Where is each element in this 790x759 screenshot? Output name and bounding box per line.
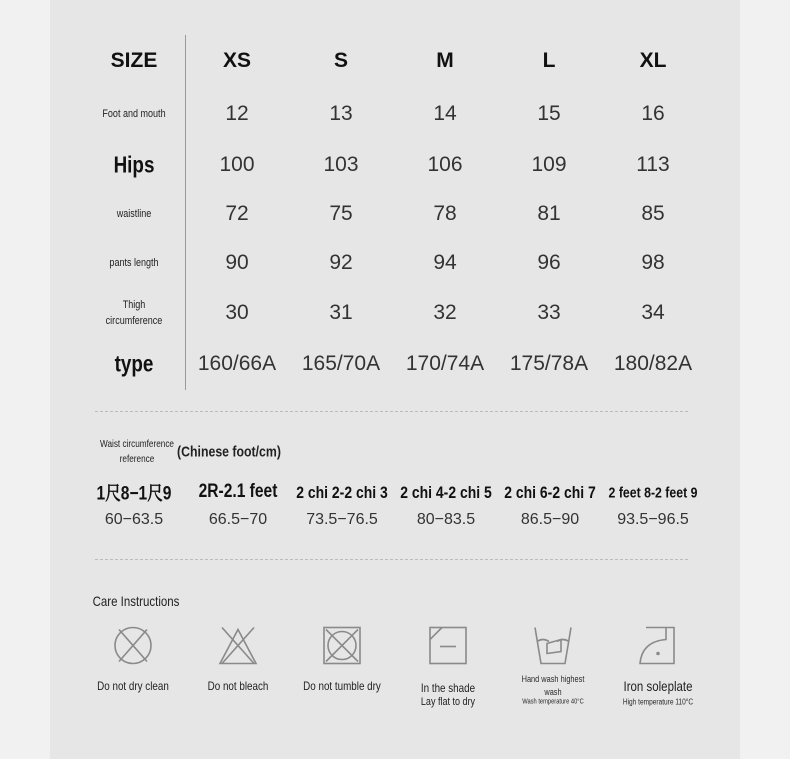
table-cell: 100 [219,153,255,176]
table-cell: 109 [531,153,567,176]
waist-reference-unit: (Chinese foot/cm) [177,443,281,461]
row-label: pants length [109,257,159,269]
care-label: Hand wash highest wash [521,674,585,697]
care-sublabel: High temperature 110°C [622,697,694,707]
no-bleach-icon [218,626,258,671]
iron-icon [638,626,678,671]
waist-cm-value: 86.5−90 [520,511,580,528]
dry-flat-shade-icon [428,626,468,671]
dashed-divider [95,559,688,560]
table-cell: 106 [427,153,463,176]
dashed-divider [95,411,688,412]
care-label: Do not dry clean [97,679,169,693]
size-column-header: M [436,49,454,72]
table-cell: 175/78A [509,352,589,375]
table-cell: 14 [433,102,457,125]
waist-cm-value: 60−63.5 [104,511,164,528]
waist-cm-value: 93.5−96.5 [617,511,689,528]
table-cell: 92 [329,251,353,274]
row-label: type [114,350,154,377]
table-cell: 75 [329,202,353,225]
no-tumble-dry-icon [322,626,362,671]
care-sublabel: Wash temperature 40°C [522,698,584,706]
waist-feet-value: 2 chi 4-2 chi 5 [400,483,492,502]
row-label: Hips [113,151,155,178]
table-divider [185,35,186,390]
table-cell: 33 [537,301,561,324]
table-cell: 30 [225,301,249,324]
table-cell: 90 [225,251,249,274]
table-cell: 103 [323,153,359,176]
table-cell: 81 [537,202,561,225]
table-cell: 72 [225,202,249,225]
care-label: Do not bleach [207,679,269,693]
table-cell: 13 [329,102,353,125]
table-cell: 78 [433,202,457,225]
table-cell: 94 [433,251,457,274]
row-label: waistline [116,208,152,220]
waist-feet-value: 1尺8−1尺9 [96,483,172,505]
care-sublabel: Lay flat to dry [420,696,476,708]
size-column-header: S [333,49,349,72]
table-cell: 16 [641,102,665,125]
care-label: Do not tumble dry [303,679,381,693]
table-cell: 180/82A [613,352,693,375]
care-title: Care Instructions [92,593,180,609]
size-column-header: XL [639,49,667,72]
waist-cm-value: 80−83.5 [416,511,476,528]
row-label: Foot and mouth [102,108,166,120]
row-label: Thigh circumference [105,299,163,327]
waist-cm-value: 66.5−70 [208,511,268,528]
table-cell: 32 [433,301,457,324]
table-cell: 96 [537,251,561,274]
table-cell: 31 [329,301,353,324]
table-cell: 12 [225,102,249,125]
waist-cm-value: 73.5−76.5 [306,511,378,528]
waist-feet-value: 2 feet 8-2 feet 9 [608,484,698,502]
waist-feet-value: 2 chi 6-2 chi 7 [504,483,596,502]
table-cell: 170/74A [405,352,485,375]
table-cell: 160/66A [197,352,277,375]
table-cell: 98 [641,251,665,274]
size-column-header: L [542,49,556,72]
table-cell: 85 [641,202,665,225]
waist-reference-title: Waist circumference reference [100,439,174,465]
size-header-label: SIZE [110,49,158,72]
size-column-header: XS [222,49,252,72]
waist-feet-value: 2 chi 2-2 chi 3 [296,483,388,502]
no-dry-clean-icon [113,626,153,671]
care-label: In the shade [420,681,476,695]
table-cell: 113 [636,153,670,176]
hand-wash-icon [533,626,573,671]
care-label: Iron soleplate [623,678,693,694]
table-cell: 165/70A [301,352,381,375]
waist-feet-value: 2R-2.1 feet [198,481,278,502]
table-cell: 15 [537,102,561,125]
table-cell: 34 [641,301,665,324]
